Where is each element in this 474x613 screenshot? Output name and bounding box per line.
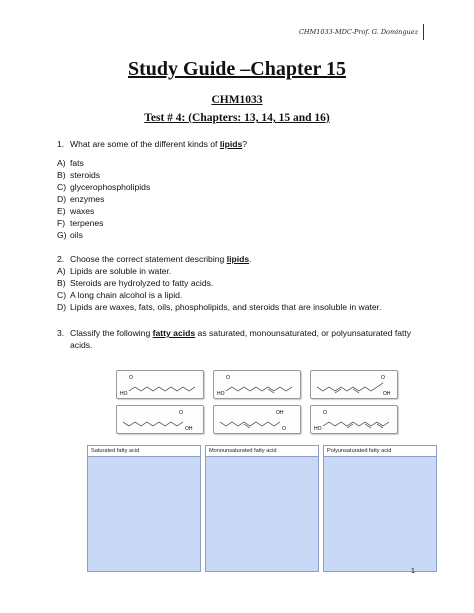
- fatty-acid-card-1[interactable]: [116, 370, 204, 399]
- q2-option-b[interactable]: B) Steroids are hydrolyzed to fatty acids.: [57, 278, 214, 288]
- question-number: 3.: [57, 328, 65, 338]
- question-text-end: ?: [242, 139, 248, 149]
- course-code: CHM1033: [211, 94, 263, 106]
- bin-label: Polyunsaturated fatty acid: [324, 446, 436, 457]
- svg-text:O: O: [226, 375, 230, 381]
- question-text: Classify the following: [70, 328, 153, 338]
- fatty-acid-structure-icon: [214, 371, 300, 398]
- fatty-acid-structure-icon: [117, 406, 203, 433]
- svg-text:OH: OH: [185, 426, 193, 432]
- question-text: Choose the correct statement describing: [70, 254, 227, 264]
- question-1: [57, 138, 247, 150]
- svg-text:OH: OH: [383, 391, 391, 397]
- question-text-end: as saturated, monounsaturated, or polyunsaturated fatty: [195, 328, 412, 338]
- question-3-continued: acids.: [70, 340, 93, 350]
- question-text-end: .: [249, 254, 252, 264]
- bin-label: Saturated fatty acid: [88, 446, 200, 457]
- fatty-acid-structure-icon: [214, 406, 300, 433]
- q1-option-d[interactable]: D) enzymes: [57, 194, 105, 204]
- q2-option-c[interactable]: C) A long chain alcohol is a lipid.: [57, 290, 183, 300]
- question-keyword: lipids: [226, 254, 250, 264]
- svg-text:HO: HO: [314, 426, 322, 432]
- q1-option-b[interactable]: B) steroids: [57, 170, 101, 180]
- bin-monounsaturated[interactable]: [205, 445, 319, 572]
- q1-option-c[interactable]: C) glycerophospholipids: [57, 182, 151, 192]
- svg-text:OH: OH: [276, 410, 284, 416]
- question-keyword: lipids: [219, 139, 243, 149]
- q2-option-a[interactable]: A) Lipids are soluble in water.: [57, 266, 172, 276]
- page-title: Study Guide –Chapter 15: [127, 58, 346, 80]
- question-keyword: fatty acids: [152, 328, 196, 338]
- q1-option-f[interactable]: F) terpenes: [57, 218, 104, 228]
- svg-text:O: O: [129, 375, 133, 381]
- svg-text:HO: HO: [120, 391, 128, 397]
- question-number: 2.: [57, 254, 65, 264]
- test-heading: Test # 4: (Chapters: 13, 14, 15 and 16): [144, 112, 330, 124]
- fatty-acid-card-2[interactable]: [213, 370, 301, 399]
- question-text: What are some of the different kinds of: [70, 139, 220, 149]
- q1-option-e[interactable]: E) waxes: [57, 206, 95, 216]
- question-number: 1.: [57, 139, 65, 149]
- header-divider: [423, 24, 424, 40]
- fatty-acid-card-5[interactable]: [213, 405, 301, 434]
- bin-polyunsaturated[interactable]: [323, 445, 437, 572]
- svg-text:O: O: [179, 410, 183, 416]
- fatty-acid-structure-icon: [117, 371, 203, 398]
- header-note: CHM1033-MDC-Prof. G. Dominguez: [298, 28, 418, 36]
- q1-option-a[interactable]: A) fats: [57, 158, 84, 168]
- fatty-acid-structure-icon: [311, 406, 397, 433]
- bin-label: Monounsaturated fatty acid: [206, 446, 318, 457]
- svg-text:O: O: [323, 410, 327, 416]
- svg-text:HO: HO: [217, 391, 225, 397]
- q1-option-g[interactable]: G) oils: [57, 230, 83, 240]
- fatty-acid-card-6[interactable]: [310, 405, 398, 434]
- fatty-acid-card-3[interactable]: [310, 370, 398, 399]
- q2-option-d[interactable]: D) Lipids are waxes, fats, oils, phospholipids, and steroids that are insoluble in water.: [57, 302, 382, 312]
- svg-text:O: O: [282, 426, 286, 432]
- bin-saturated[interactable]: [87, 445, 201, 572]
- svg-text:O: O: [381, 375, 385, 381]
- question-3: [57, 327, 411, 339]
- question-2: [57, 253, 252, 265]
- fatty-acid-structure-icon: [311, 371, 397, 398]
- page-number: 1: [411, 568, 415, 575]
- fatty-acid-card-4[interactable]: [116, 405, 204, 434]
